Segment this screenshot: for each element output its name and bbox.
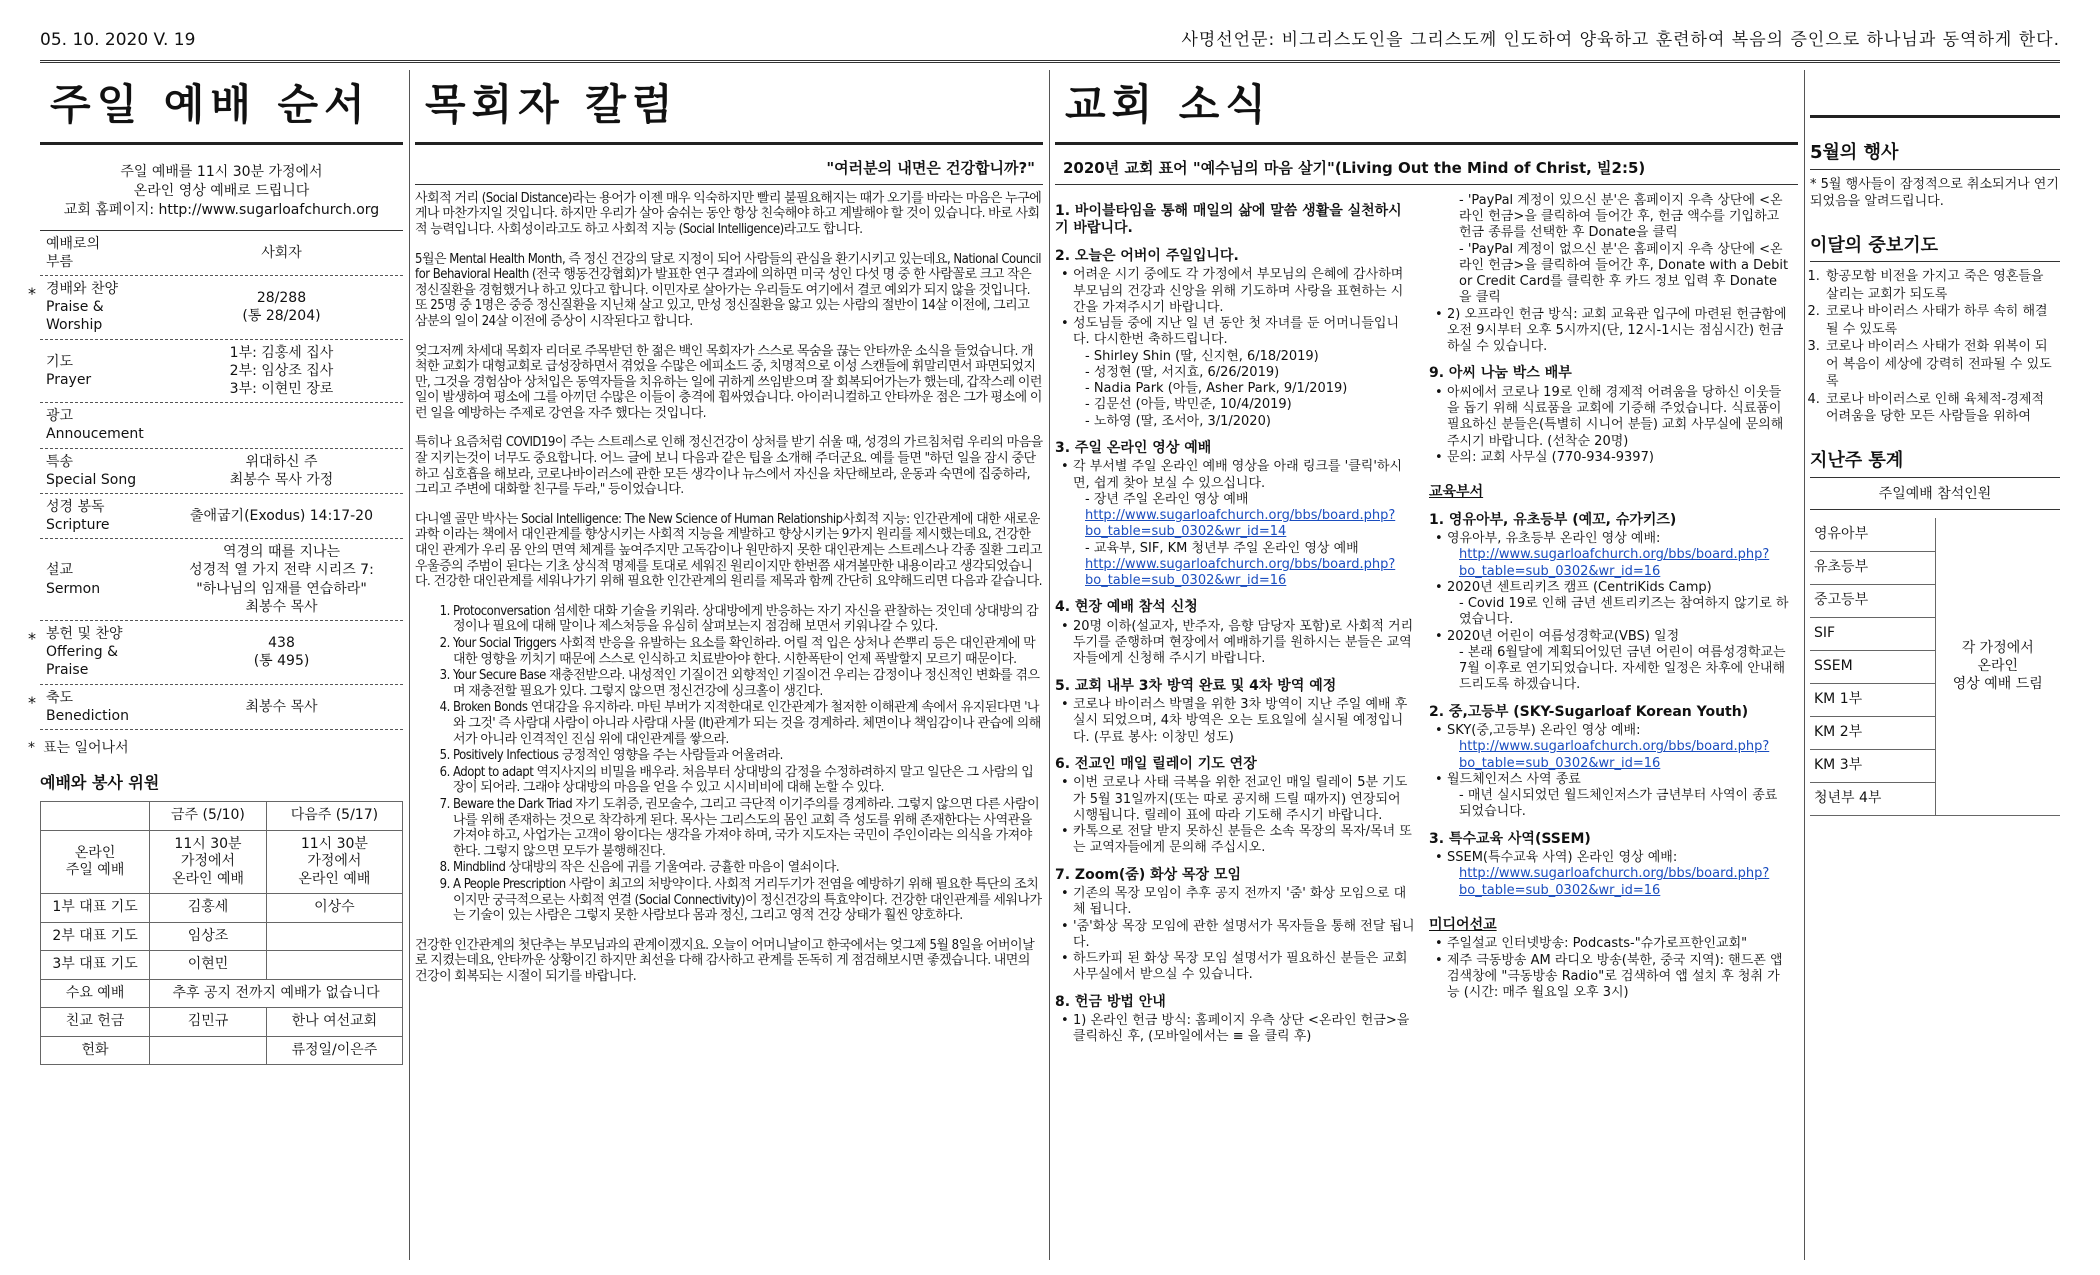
servers-row [41, 922, 403, 951]
stats-table [1810, 518, 2060, 816]
news-bullet: • 월드체인저스 사역 종료 [1429, 772, 1789, 788]
events-title: 5월의 행사 [1810, 136, 2060, 170]
news-bullet: • SKY(중,고등부) 온라인 영상 예배: [1429, 723, 1789, 739]
stand-mark: * [28, 692, 36, 712]
stats-dept: KM 1부 [1810, 683, 1935, 716]
servers-cell: 류정일/이은주 [266, 1036, 402, 1065]
order-row [40, 231, 403, 276]
news-bullet: • 2) 오프라인 헌금 방식: 교회 교육관 입구에 마련된 헌금함에 오전 9시부터 오후 5시까지(단, 12시-1시는 점심시간) 헌금하실 수 있습니다. [1429, 307, 1789, 356]
news-bullet: • 제주 극동방송 AM 라디오 방송(북한, 중국 지역): 핸드폰 앱 검색창에 "극동방송 Radio"로 검색하여 앱 설치 후 청취 가능 (시간: 매주 월요일 오후 3시) [1429, 953, 1789, 1002]
news-left [1055, 193, 1415, 1046]
church-motto: 2020년 교회 표어 "예수님의 마음 살기"(Living Out the Mind of Christ, 빌2:5) [1055, 145, 1798, 185]
order-label: 광고 Annoucement [46, 408, 144, 443]
servers-cell: 헌화 [41, 1036, 150, 1065]
stats-dept: 중고등부 [1810, 584, 1935, 617]
stats-value: 각 가정에서 온라인 영상 예배 드림 [1935, 518, 2060, 815]
news-bullet: • 영유아부, 유초등부 온라인 영상 예배: [1429, 531, 1789, 547]
header-rule [40, 60, 2060, 63]
prayer-item: 3. 코로나 바이러스 사태가 전화 위복이 되어 복음이 세상에 강력히 전파될 수 있도록 [1824, 338, 2060, 391]
principle-item: 5. Positively Infectious 긍정적인 영향을 주는 사람들과 어울려라. [453, 748, 1043, 764]
stats-dept: SIF [1810, 617, 1935, 650]
news-subline: - 성정현 (딸, 서지효, 6/26/2019) [1085, 364, 1280, 380]
principle-item: 9. A People Prescription 사람이 최고의 처방약이다. 사회적 거리두기가 전염을 예방하기 위해 필요한 특단의 조치이지만 궁극적으로는 사회적 연결 (Social Connectivity)이 정신건강의 특효약이다. 건강한 대인관계를 세워나가는 기술이 있는 사람은 그렇지 못한 사람보다 몸과 정신, 그리고 영적 건강 상태가 훨씬 양호하다. [453, 877, 1043, 924]
intro-line: 온라인 영상 예배로 드립니다 [133, 182, 310, 199]
news-bullet: • SSEM(특수교육 사역) 온라인 영상 예배: [1429, 850, 1789, 866]
news-bullet: • 문의: 교회 사무실 (770-934-9397) [1429, 450, 1789, 466]
news-bullet: • 각 부서별 주일 온라인 예배 영상을 아래 링크를 '클릭'하시면, 쉽게 찾아 보실 수 있으십니다. [1055, 459, 1415, 492]
news-right [1429, 193, 1789, 1046]
order-value [160, 421, 403, 429]
principle-item: 2. Your Social Triggers 사회적 반응을 유발하는 요소를 확인하라. 어릴 적 입은 상처나 쓴뿌리 등은 대인관계에 막대한 영향을 끼치기 때문에 스스로 인식하고 치료받아야 한다. 시한폭탄이 언제 폭발할지 모르기 때문이다. [453, 636, 1043, 667]
servers-cell: 수요 예배 [41, 979, 150, 1008]
order-row [40, 539, 403, 621]
column-paragraph: 엊그저께 차세대 목회자 리더로 주목받던 한 젊은 백인 목회자가 스스로 목숨을 끊는 안타까운 소식을 들었습니다. 개척한 교회가 대형교회로 급성장하면서 겪었을 수많은 에피소드 중, 치명적으로 이성 스캔들에 휘말리면서 파면되었지만, 그것을 경험삼아 상처입은 동역자들을 치유하는 일에 귀하게 쓰임받으며 잘 회복되어가는가 했는데, 갑작스레 이런 일이 발생하여 평소에 그를 아끼던 수많은 이들이 충격에 휩싸였습니다. 아이러니컬하고 안타까운 점은 그가 평소에 이런 일을 예방하는 주제로 강연을 자주 했다는 것입니다. [415, 343, 1042, 421]
pastor-column [415, 68, 1043, 1260]
column-headline: "여러분의 내면은 건강합니까?" [415, 145, 1043, 185]
principle-item: 8. Mindblind 상대방의 작은 신음에 귀를 기울여라. 긍휼한 마음이 열쇠이다. [453, 860, 1043, 876]
news-bullet: • 1) 온라인 헌금 방식: 홈페이지 우측 상단 <온라인 헌금>을 클릭하신 후, (모바일에서는 ≡ 을 클릭 후) [1055, 1013, 1415, 1046]
servers-cell [150, 1036, 267, 1065]
stand-mark: * [28, 284, 36, 304]
servers-row [41, 1036, 403, 1065]
principle-item: 4. Broken Bonds 연대감을 유지하라. 마틴 부버가 지적한대로 인간관계가 철저한 이해관계 속에서 유지된다면 '나와 그것' 즉 사람대 사람이 아니라 사람대 사물 (It)관계가 되는 것을 경계하라. 체면이나 책임감이나 관습에 의해서가 아니라 인격적인 진심 위에 대인관계를 쌓으라. [453, 700, 1043, 747]
news-subline: - Nadia Park (아들, Asher Park, 9/1/2019) [1085, 381, 1348, 396]
servers-cell: 이상수 [266, 894, 402, 923]
prayer-item: 2. 코로나 바이러스 사태가 하루 속히 해결될 수 있도록 [1824, 303, 2060, 338]
news-bullet: • 2020년 어린이 여름성경학교(VBS) 일정 [1429, 629, 1789, 645]
servers-cell: 추후 공지 전까지 예배가 없습니다 [150, 979, 403, 1008]
order-row [40, 494, 403, 539]
edu-heading: 1. 영유아부, 유초등부 (예꼬, 슈가키즈) [1429, 511, 1677, 528]
news-grid [1055, 185, 1798, 1046]
stats-dept: SSEM [1810, 650, 1935, 683]
stand-mark: * [28, 739, 35, 756]
column-closing: 건강한 인간관계의 첫단추는 부모님과의 관계이겠지요. 오늘이 어머니날이고 한국에서는 엊그제 5월 8일을 어버이날로 지켰는데요, 안타까운 상황이긴 하지만 최선을 다해 감사하고 관계를 돈독히 게 점검해보시면 좋겠습니다. 내면의 건강이 회복되는 시절이 되기를 바랍니다. [415, 937, 1035, 984]
order-value: 출애굽기(Exodus) 14:17-20 [189, 508, 373, 525]
order-value: 28/288 (통 28/204) [242, 290, 321, 325]
stats-title: 지난주 통계 [1810, 444, 2060, 478]
news-heading: 5. 교회 내부 3차 방역 완료 및 4차 방역 예정 [1055, 677, 1337, 694]
prayer-item: 1. 항공모함 비전을 가지고 죽은 영혼들을 살리는 교회가 되도록 [1824, 268, 2060, 303]
order-row [40, 449, 403, 494]
order-value: 1부: 김홍세 집사 2부: 임상조 집사 3부: 이현민 장로 [229, 344, 334, 397]
servers-row [41, 802, 403, 831]
stats-row [1810, 518, 2060, 551]
news-subline: - 'PayPal 계정이 없으신 분'은 홈페이지 우측 상단에 <온라인 헌금>을 클릭하여 들어간 후, Donate with a Debit or Credit Card를 클릭한 후 카드 정보 입력 후 Donate을 클릭 [1459, 241, 1789, 306]
side-header-rule [1810, 68, 2060, 118]
news-subline: - 장년 주일 온라인 영상 예배 [1085, 491, 1249, 507]
order-label: 경배와 찬양 Praise & Worship [46, 281, 119, 334]
prayer-title: 이달의 중보기도 [1810, 229, 2060, 263]
stats-dept: 유초등부 [1810, 551, 1935, 584]
news-heading: 9. 아씨 나눔 박스 배부 [1429, 365, 1572, 382]
column-divider [409, 70, 410, 1260]
principle-item: 3. Your Secure Base 재충전받으라. 내성적인 기질이건 외향적인 기질이건 우리는 감정이나 정신적인 변화를 겪으며 재충전할 필요가 있다. 그렇지 않으면 정신건강에 싱크홀이 생긴다. [453, 668, 1043, 699]
servers-cell: 다음주 (5/17) [266, 802, 402, 831]
stats-dept: KM 2부 [1810, 716, 1935, 749]
stats-dept: 영유아부 [1810, 518, 1935, 551]
servers-cell: 3부 대표 기도 [41, 951, 150, 980]
church-news-title: 교회 소식 [1055, 68, 1798, 145]
news-bullet: • 카톡으로 전달 받지 못하신 분들은 소속 목장의 목자/목녀 또는 교역자들에게 문의해 주십시오. [1055, 824, 1415, 857]
column-paragraph: 특히나 요즘처럼 COVID19이 주는 스트레스로 인해 정신건강이 상처를 받기 쉬울 때, 성경의 가르침처럼 우리의 마음을 잘 지키는것이 너무도 중요합니다. 어느 글에 보니 다음과 같은 팁을 소개해 주더군요. 예를 들면 "하던 일을 잠시 중단하고 심호흡을 해보라, 코로나바이러스에 관한 모든 생각이나 뉴스에서 자신을 차단해보라, 운동과 숙면에 집중하라, 그리고 주변에 대화할 친구를 두라," 등이었습니다. [415, 435, 1043, 498]
prayer-item: 4. 코로나 바이러스로 인해 육체적-경제적 어려움을 당한 모든 사람들을 위하여 [1824, 391, 2060, 426]
worship-order-title: 주일 예배 순서 [40, 68, 403, 145]
column-paragraph: 5월은 Mental Health Month, 즉 정신 건강의 달로 지정이 되어 사람들의 관심을 환기시키고 있는데요, National Council for Behavioral Health (전국 행동건강협회)가 발표한 연구 결과에 의하면 미국 성인 다섯 명 중 한 사람꼴로 크고 작은 정신질환을 경험했거나 하고 있다고 합니다. 이민자로 살아가는 우리들도 여기에서 결코 예외가 되지 않을 것입니다. 또 25명 중 1명은 중증 정신질환을 지닌채 살고 있고, 만성 정신질환을 앓고 있는 사람의 절반이 14살 이전에, 그리고 삼분의 일이 24살 이전에 증상이 시작된다고 합니다. [415, 251, 1041, 329]
church-news-column [1055, 68, 1798, 1260]
stats-header: 주일예배 참석인원 [1810, 478, 2060, 511]
order-row [28, 276, 403, 340]
intro-line: 주일 예배를 11시 30분 가정에서 [120, 164, 323, 180]
servers-cell: 이현민 [150, 951, 267, 980]
order-label: 설교 Sermon [46, 562, 101, 597]
news-bullet: • 하드카피 된 화상 목장 모임 설명서가 필요하신 분들은 교회 사무실에서 받으실 수 있습니다. [1055, 951, 1415, 984]
news-heading: 3. 주일 온라인 영상 예배 [1055, 439, 1212, 456]
video-link[interactable]: http://www.sugarloafchurch.org/bbs/board.php?bo_table=sub_0302&wr_id=16 [1085, 556, 1396, 588]
servers-cell [266, 951, 402, 980]
principle-item: 7. Beware the Dark Triad 자기 도취증, 권모술수, 그리고 극단적 이기주의를 경계하라. 그렇지 않으면 다른 사람이 나를 위해 존재하는 것으로 착각하게 된다. 목사는 그리스도의 몸인 교회 즉 성도를 위해 존재한다는 사역관을 가져야 하고, 사업가는 고객이 왕이다는 생각을 가져야 하며, 국가 지도자는 국민이 주인이라는 의식을 가져야 한다. 그렇지 않으면 모두가 불행해진다. [453, 797, 1043, 859]
worship-order-column [28, 68, 403, 1260]
news-bullet: • 코로나 바이러스 박멸을 위한 3차 방역이 지난 주일 예배 후 실시 되었으며, 4차 방역은 오는 토요일에 실시될 예정입니다. (무료 봉사: 이창민 성도) [1055, 697, 1415, 746]
column-divider [1804, 70, 1805, 1260]
order-label: 기도 Prayer [46, 353, 92, 388]
principle-item: 6. Adopt to adapt 역지사지의 비밀을 배우라. 처음부터 상대방의 감정을 수정하려하지 말고 일단은 그 사람의 입장이 되어라. 그래야 상대방의 마음을 얻을 수 있고 시시비비에 대해 논할 수 있다. [453, 765, 1043, 796]
servers-cell: 임상조 [150, 922, 267, 951]
news-bullet: • 어려운 시기 중에도 각 가정에서 부모님의 은혜에 감사하며 부모님의 건강과 신앙을 위해 기도하며 사랑을 표현하는 시간을 가져주시기 바랍니다. [1055, 267, 1415, 316]
header-bar [40, 26, 2060, 56]
servers-cell: 김민규 [150, 1008, 267, 1037]
news-subline: - 노하영 (딸, 조서아, 3/1/2020) [1085, 413, 1271, 429]
events-note-text: 5월 행사들이 잠정적으로 취소되거나 연기되었음을 알려드립니다. [1810, 176, 2059, 210]
issue-date: 05. 10. 2020 V. 19 [40, 30, 196, 51]
servers-cell: 1부 대표 기도 [41, 894, 150, 923]
video-link[interactable]: http://www.sugarloafchurch.org/bbs/board.php?bo_table=sub_0302&wr_id=16 [1459, 547, 1770, 579]
news-bullet: • 아씨에서 코로나 19로 인해 경제적 어려움을 당하신 이웃들을 돕기 위해 식료품을 교회에 기증해 주었습니다. 식료품이 필요하신 분들은(특별히 시니어 분들) 교회 사무실에 문의해 주시기 바랍니다. (선착순 20명) [1429, 385, 1789, 450]
order-value: 438 (통 495) [253, 635, 310, 670]
servers-cell: 2부 대표 기도 [41, 922, 150, 951]
news-subline: - Covid 19로 인해 금년 센트리키즈는 참여하지 않기로 하였습니다. [1459, 596, 1789, 628]
column-paragraph: 사회적 거리 (Social Distance)라는 용어가 이젠 매우 익숙하지만 빨리 불필요해지는 때가 오기를 바라는 마음은 누구에게나 마찬가지일 것입니다. 하지만 우리가 살아 숨쉬는 동안 항상 친숙해야 하고 계발해야 할 것이 있습니다. 바로 사회적 능력입니다. 사회성이라고도 하고 사회적 지능 (Social Intelligence)라고도 합니다. [415, 190, 1042, 237]
edu-heading: 2. 중,고등부 (SKY-Sugarloaf Korean Youth) [1429, 703, 1749, 720]
worship-order-list [28, 231, 403, 730]
news-heading: 6. 전교인 매일 릴레이 기도 연장 [1055, 755, 1257, 772]
order-value: 사회자 [261, 244, 302, 261]
prayer-list [1824, 268, 2060, 426]
servers-row [41, 979, 403, 1008]
news-subline: - 교육부, SIF, KM 청년부 주일 온라인 영상 예배 [1085, 540, 1359, 556]
column-body [415, 185, 1043, 985]
news-subline: - Shirley Shin (딸, 신지현, 6/18/2019) [1085, 348, 1319, 364]
mission-statement: 사명선언문: 비그리스도인을 그리스도께 인도하여 양육하고 훈련하여 복음의 증인으로 하나님과 동역하게 한다. [1181, 30, 2060, 51]
news-bullet: • 성도님들 중에 지난 일 년 동안 첫 자녀를 둔 어머니들입니다. 다시한번 축하드립니다. [1055, 316, 1415, 349]
servers-cell: 11시 30분 가정에서 온라인 예배 [266, 830, 402, 894]
servers-cell: 김홍세 [150, 894, 267, 923]
servers-cell: 한나 여선교회 [266, 1008, 402, 1037]
servers-row [41, 1008, 403, 1037]
video-link[interactable]: http://www.sugarloafchurch.org/bbs/board.php?bo_table=sub_0302&wr_id=14 [1085, 508, 1396, 540]
principle-item: 1. Protoconversation 섬세한 대화 기술을 키워라. 상대방에게 반응하는 자기 자신을 관찰하는 것인데 상대방의 감정이나 필요에 대해 말이나 제스처등을 유심히 살펴보는지 점검해 보면서 키워나갈 수 있다. [453, 604, 1043, 635]
side-column [1810, 68, 2060, 1260]
pastor-column-title: 목회자 칼럼 [415, 68, 1043, 145]
column-paragraph: 다니엘 골만 박사는 Social Intelligence: The New Science of Human Relationship사회적 지능: 인간관계에 대한 새로운 과학 이라는 책에서 대인관계를 향상시키는 사회적 지능을 계발하고 향상시키는 9가지 원리를 제시했는데요, 건강한 대인 관계가 우리 몸 안의 면역 체계를 높여주지만 고독감이나 원만하지 못한 대인관계는 스트레스나 각종 질환 그리고 우울증의 주범이 된다는 기초 상식적 명제를 토대로 세워진 원리이지만 한번쯤 새겨볼만한 내용이라고 생각되었습니다. 건강한 대인관계를 세워나가기 위해 필요한 인간관계의 원리를 제목과 함께 간단히 요약해드리면 다음과 같습니다. [415, 511, 1042, 590]
order-value: 최봉수 목사 [245, 698, 318, 715]
events-note: * 5월 행사들이 잠정적으로 취소되거나 연기되었음을 알려드립니다. [1810, 176, 2059, 210]
servers-row [41, 951, 403, 980]
news-bullet: • 기존의 목장 모임이 추후 공지 전까지 '줌' 화상 모임으로 대체 됩니다. [1055, 886, 1415, 919]
worship-intro [40, 145, 403, 231]
order-row [40, 403, 403, 448]
news-heading: 2. 오늘은 어버이 주일입니다. [1055, 247, 1239, 264]
stats-dept: 청년부 4부 [1810, 782, 1935, 815]
news-bullet: • 20명 이하(설교자, 반주자, 음향 담당자 포함)로 사회적 거리두기를 준행하며 현장에서 예배하기를 원하시는 분들은 교역자들에게 신청해 주시기 바랍니다. [1055, 619, 1415, 668]
order-label: 예배로의 부름 [46, 235, 101, 270]
order-row [28, 621, 403, 685]
servers-cell [266, 922, 402, 951]
video-link[interactable]: http://www.sugarloafchurch.org/bbs/board.php?bo_table=sub_0302&wr_id=16 [1459, 866, 1770, 898]
news-subline: - 매년 실시되었던 월드체인저스가 금년부터 사역이 종료되었습니다. [1459, 788, 1778, 820]
order-row [28, 685, 403, 730]
education-title: 교육부서 [1429, 484, 1484, 500]
servers-table [40, 801, 403, 1065]
news-subline: - 'PayPal 계정이 있으신 분'은 홈페이지 우측 상단에 <온라인 헌금>을 클릭하여 들어간 후, 헌금 액수를 기입하고 헌금 종류를 선택한 후 Donate을 클릭 [1459, 192, 1783, 241]
news-heading: 8. 헌금 방법 안내 [1055, 993, 1166, 1010]
order-value: 위대하신 주 최봉수 목사 가정 [229, 453, 334, 488]
servers-cell: 온라인 주일 예배 [41, 830, 150, 894]
news-bullet: • '줌'화상 목장 모임에 관한 설명서가 목자들을 통해 전달 됩니다. [1055, 919, 1415, 952]
order-label: 성경 봉독 Scripture [46, 498, 110, 534]
servers-cell: 친교 헌금 [41, 1008, 150, 1037]
video-link[interactable]: http://www.sugarloafchurch.org/bbs/board.php?bo_table=sub_0302&wr_id=16 [1459, 739, 1770, 771]
news-heading: 1. 바이블타임을 통해 매일의 삶에 말씀 생활을 실천하시기 바랍니다. [1055, 202, 1402, 237]
order-row [40, 340, 403, 404]
news-subline: - 김문선 (아들, 박민준, 10/4/2019) [1085, 397, 1292, 413]
stand-note-text: 표는 일어나서 [43, 739, 129, 756]
servers-title: 예배와 봉사 위원 [40, 773, 160, 793]
servers-row [41, 830, 403, 894]
order-label: 봉헌 및 찬양 Offering & Praise [46, 626, 123, 679]
news-bullet: • 이번 코로나 사태 극복을 위한 전교인 매일 릴레이 5분 기도가 5월 31일까지(또는 따로 공지해 드릴 때까지) 연장되어 시행됩니다. 릴레이 표에 따라 기도해 주시기 바랍니다. [1055, 775, 1415, 824]
servers-cell [41, 802, 150, 831]
stand-mark: * [28, 629, 36, 649]
column-principles [453, 604, 1043, 924]
news-bullet: • 주일설교 인터넷방송: Podcasts-"슈가로프한인교회" [1429, 936, 1789, 952]
order-value: 역경의 때를 지나는 성경적 열 가지 전략 시리즈 7: "하나님의 임재를 연습하라" 최봉수 목사 [189, 544, 374, 615]
servers-cell: 11시 30분 가정에서 온라인 예배 [150, 830, 267, 894]
intro-line: 교회 홈페이지: http://www.sugarloafchurch.org [63, 201, 380, 218]
media-title: 미디어선교 [1429, 916, 1497, 933]
news-subline: - 본래 6월달에 계획되어있던 금년 어린이 여름성경학교는 7월 이후로 연기되었습니다. 자세한 일정은 차후에 안내해 드리도록 하겠습니다. [1459, 644, 1786, 693]
news-bullet: • 2020년 센트리키즈 캠프 (CentriKids Camp) [1429, 580, 1789, 596]
stats-dept: KM 3부 [1810, 749, 1935, 782]
servers-cell: 금주 (5/10) [150, 802, 267, 831]
servers-row [41, 894, 403, 923]
stand-note [28, 730, 403, 768]
news-heading: 4. 현장 예배 참석 신청 [1055, 599, 1198, 616]
news-heading: 7. Zoom(줌) 화상 목장 모임 [1055, 866, 1241, 883]
order-label: 축도 Benediction [46, 689, 129, 724]
edu-heading: 3. 특수교육 사역(SSEM) [1429, 830, 1591, 847]
order-label: 특송 Special Song [46, 453, 137, 488]
column-divider [1049, 70, 1050, 1260]
